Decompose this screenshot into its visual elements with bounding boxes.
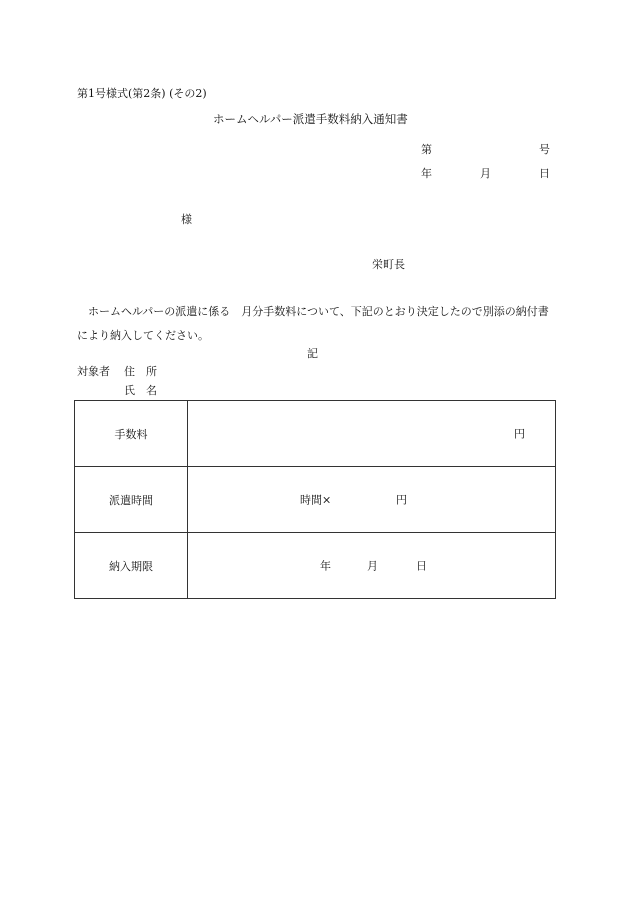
hours-unit-text: 時間× (300, 493, 332, 506)
fee-yen-unit: 円 (514, 427, 525, 440)
fee-table (74, 400, 556, 599)
table-row (75, 401, 556, 467)
ki-heading: 記 (307, 347, 318, 360)
doc-date-month: 月 (480, 167, 491, 180)
hours-label: 派遣時間 (75, 467, 188, 533)
due-year-unit: 年 (320, 559, 331, 572)
document-title: ホームヘルパー派遣手数料納入通知書 (213, 112, 408, 126)
fee-value-cell (188, 401, 556, 467)
doc-number-suffix: 号 (539, 143, 550, 156)
body-text: ホームヘルパーの派遣に係る 月分手数料について、下記のとおり決定したので別添の納付書により納入してください。 (77, 305, 549, 342)
due-month-unit: 月 (367, 559, 378, 572)
doc-date-year: 年 (421, 167, 432, 180)
hours-yen-unit: 円 (396, 493, 407, 506)
table-row (75, 467, 556, 533)
name-label: 氏 名 (124, 384, 157, 397)
doc-date-day: 日 (539, 167, 550, 180)
due-value-cell (188, 533, 556, 599)
hours-value-cell (188, 467, 556, 533)
due-label: 納入期限 (75, 533, 188, 599)
doc-number-prefix: 第 (421, 143, 432, 156)
form-label: 第1号様式(第2条) (その2) (77, 87, 207, 100)
issuer-name: 栄町長 (372, 258, 405, 271)
due-day-unit: 日 (416, 559, 427, 572)
target-label: 対象者 (77, 365, 110, 378)
fee-label: 手数料 (75, 401, 188, 467)
addressee-suffix: 様 (181, 213, 192, 226)
table-row (75, 533, 556, 599)
address-label: 住 所 (124, 365, 157, 378)
